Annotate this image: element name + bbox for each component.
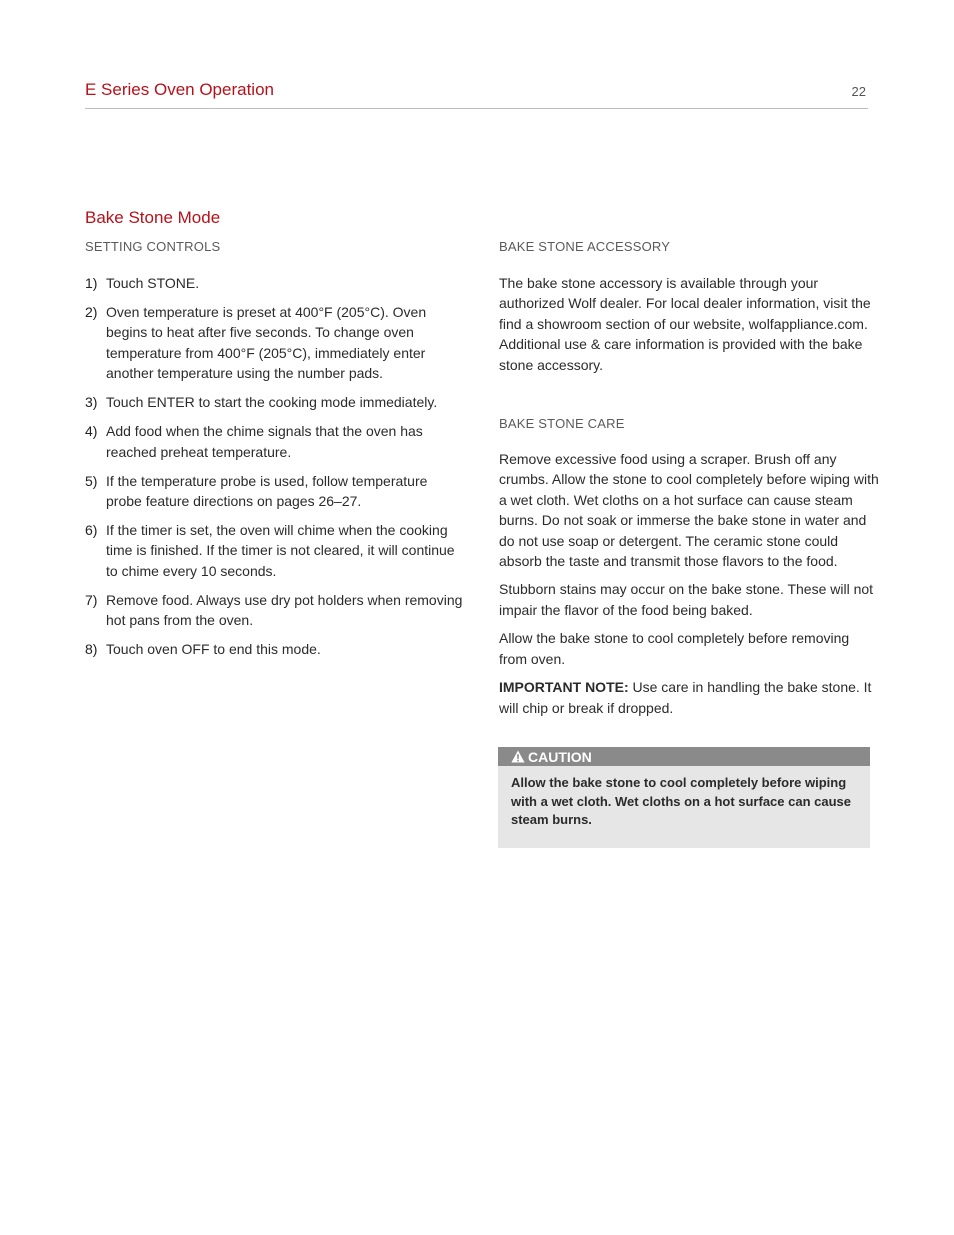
steps-list: [85, 273, 465, 660]
setting-controls-column: [85, 239, 465, 668]
warning-triangle-icon: [511, 750, 525, 763]
header-divider: [85, 108, 868, 109]
caution-text: Allow the bake stone to cool completely before wiping with a wet cloth. Wet cloths on a hot surface can cause steam burns.: [511, 775, 851, 827]
step-item: [85, 590, 465, 631]
important-note: [499, 677, 879, 718]
step-item: [85, 392, 465, 412]
step-item: [85, 471, 465, 512]
step-item: [85, 639, 465, 659]
step-text: Add food when the chime signals that the oven has reached preheat temperature.: [106, 423, 423, 460]
step-item: [85, 302, 465, 384]
setting-controls-heading: SETTING CONTROLS: [85, 239, 221, 254]
step-number: 3): [85, 394, 98, 411]
accessory-text: The bake stone accessory is available through your authorized Wolf dealer. For local dealer information, visit the find a showroom section of our website, wolfappliance.com. Additional use & care information is provided with the bake stone accessory.: [499, 275, 871, 373]
care-paragraph-3: Allow the bake stone to cool completely before removing from oven.: [499, 630, 850, 667]
step-number: 4): [85, 423, 98, 440]
care-paragraph-2: Stubborn stains may occur on the bake stone. These will not impair the flavor of the food being baked.: [499, 581, 874, 618]
caution-header: [498, 747, 870, 766]
step-text: Touch oven OFF to end this mode.: [106, 641, 321, 658]
step-item: [85, 273, 465, 293]
page-number: 22: [851, 84, 866, 99]
page-header-title: E Series Oven Operation: [85, 80, 274, 99]
step-number: 7): [85, 591, 98, 608]
important-note-label: IMPORTANT NOTE:: [499, 679, 629, 696]
care-heading: BAKE STONE CARE: [499, 416, 625, 432]
step-text: Oven temperature is preset at 400°F (205°C). Oven begins to heat after five seconds. To change oven temperature from 400°F (205°C), immediately enter another temperature using the number pads.: [106, 304, 427, 382]
step-text: Touch STONE.: [106, 275, 200, 291]
step-number: 5): [85, 472, 98, 489]
step-text: Touch ENTER to start the cooking mode immediately.: [106, 394, 438, 411]
step-item: [85, 520, 465, 581]
accessory-heading: BAKE STONE ACCESSORY: [499, 239, 671, 254]
step-number: 2): [85, 304, 98, 320]
step-item: [85, 421, 465, 462]
care-paragraph-1: Remove excessive food using a scraper. Brush off any crumbs. Allow the stone to cool completely before wiping with a wet cloth. Wet cloths on a hot surface can cause steam burns. Do not soak or immerse the bake stone in water and do not use soap or detergent. The ceramic stone could absorb the taste and transmit those flavors to the food.: [499, 451, 879, 570]
step-number: 1): [85, 275, 98, 291]
important-note-text: Use care in handling the bake stone. It will chip or break if dropped.: [499, 679, 872, 716]
section-title: Bake Stone Mode: [85, 208, 221, 227]
step-text: Remove food. Always use dry pot holders when removing hot pans from the oven.: [106, 591, 463, 629]
step-text: If the timer is set, the oven will chime when the cooking time is finished. If the timer is not cleared, it will continue to chime every 10 seconds.: [106, 522, 455, 579]
bake-stone-info-column: [499, 239, 879, 726]
step-number: 6): [85, 522, 98, 539]
caution-label: CAUTION: [528, 748, 592, 765]
caution-box: [498, 747, 870, 848]
step-text: If the temperature probe is used, follow temperature probe feature directions on pages 26–27.: [106, 472, 428, 510]
step-number: 8): [85, 641, 98, 658]
